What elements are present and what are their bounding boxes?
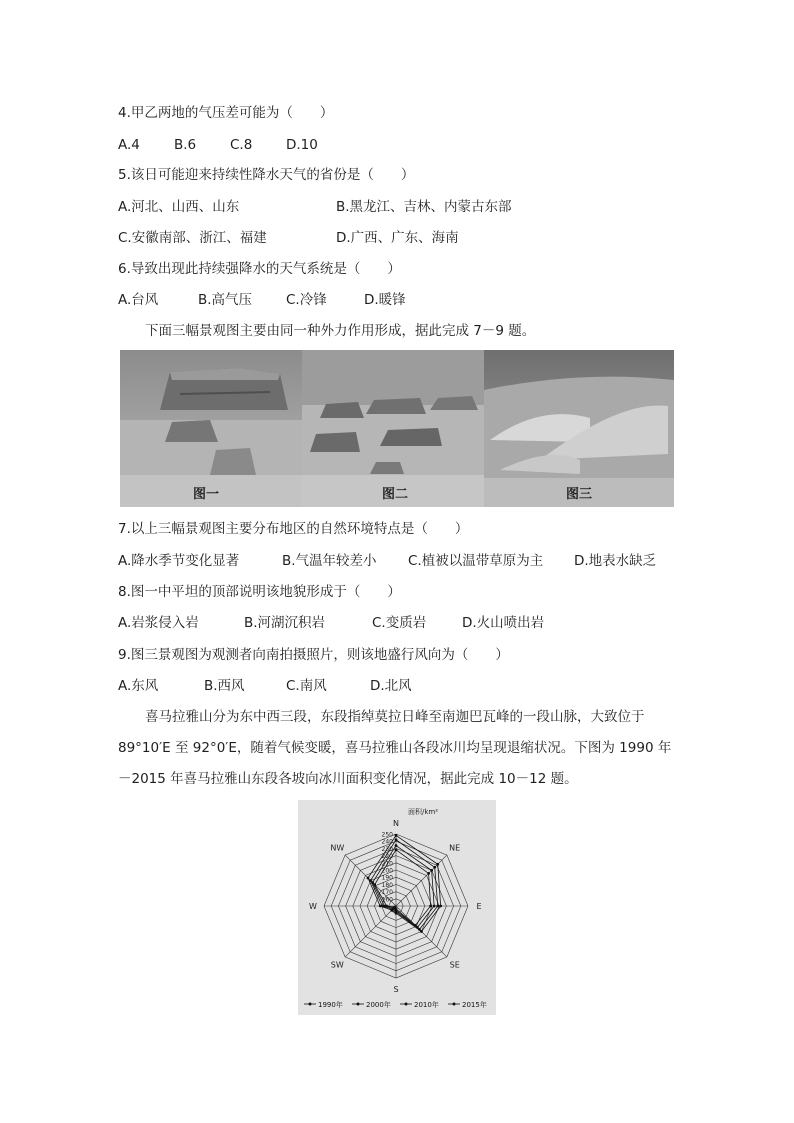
q8-stem: 8.图一中平坦的顶部说明该地貌形成于（ ）	[118, 584, 401, 600]
radar-point-2010年-E	[433, 905, 436, 908]
q9-option-a: A.东风	[118, 678, 159, 694]
q6-option-c: C.冷锋	[286, 292, 327, 308]
legend-marker-2010年	[405, 1003, 408, 1006]
radar-direction-label-S: S	[393, 985, 399, 994]
legend-label-2000年: 2000年	[366, 1001, 391, 1009]
legend-label-2015年: 2015年	[462, 1001, 487, 1009]
q4-option-c: C.8	[230, 137, 253, 153]
intro-10-12: 喜马拉雅山分为东中西三段，东段指绰莫拉日峰至南迦巴瓦峰的一段山脉，大致位于89°10′E 至 92°0′E，随着气候变暖，喜马拉雅山各段冰川均呈现退缩状况。下图为 1990 年－2015 年喜马拉雅山东段各坡向冰川面积变化情况，据此完成 10－12 题。	[118, 709, 672, 787]
q6-option-b: B.高气压	[198, 292, 253, 308]
radar-point-2000年-SE	[418, 928, 421, 931]
radar-point-2010年-SE	[416, 926, 419, 929]
radar-direction-label-SE: SE	[449, 960, 460, 970]
radar-tick-label-190: 190	[381, 874, 393, 882]
radar-point-2010年-NW	[371, 881, 374, 884]
glacier-area-radar-chart	[298, 800, 496, 1015]
radar-direction-label-W: W	[309, 902, 317, 911]
q5-option-a: A.河北、山西、山东	[118, 199, 240, 215]
q6-stem: 6.导致出现此持续强降水的天气系统是（ ）	[118, 261, 401, 277]
radar-point-1990年-NE	[436, 863, 439, 866]
radar-point-2000年-NW	[369, 879, 372, 882]
radar-point-2000年-N	[395, 838, 398, 841]
q9-option-c: C.南风	[286, 678, 327, 694]
radar-point-2015年-E	[429, 905, 432, 908]
legend-marker-1990年	[309, 1003, 312, 1006]
radar-direction-label-N: N	[393, 819, 399, 828]
figure-caption-1: 图一	[193, 487, 220, 502]
radar-point-2010年-N	[395, 844, 398, 847]
q4-option-a: A.4	[118, 137, 140, 153]
radar-direction-label-NW: NW	[330, 843, 345, 853]
radar-point-1990年-NW	[367, 877, 370, 880]
radar-point-1990年-N	[395, 834, 398, 837]
q8-option-b: B.河湖沉积岩	[244, 615, 326, 631]
legend-marker-2015年	[453, 1003, 456, 1006]
q8-option-d: D.火山喷出岩	[462, 615, 545, 631]
radar-point-2000年-E	[436, 905, 439, 908]
q8-option-a: A.岩浆侵入岩	[118, 615, 199, 631]
radar-tick-label-240: 240	[381, 838, 393, 846]
intro-7-9: 下面三幅景观图主要由同一种外力作用形成，据此完成 7－9 题。	[145, 323, 536, 339]
legend-label-2010年: 2010年	[414, 1001, 439, 1009]
landscape-photos	[120, 350, 674, 507]
radar-point-2000年-NE	[433, 866, 436, 869]
q7-option-d: D.地表水缺乏	[574, 553, 657, 569]
radar-direction-label-NE: NE	[449, 843, 461, 853]
q5-option-b: B.黑龙江、吉林、内蒙古东部	[336, 199, 512, 215]
q5-option-c: C.安徽南部、浙江、福建	[118, 230, 267, 246]
q9-option-d: D.北风	[370, 678, 412, 694]
q7-option-b: B.气温年较差小	[282, 553, 377, 569]
figure-caption-2: 图二	[382, 487, 409, 502]
q8-option-c: C.变质岩	[372, 615, 427, 631]
radar-point-2015年-SW	[394, 906, 397, 909]
q7-stem: 7.以上三幅景观图主要分布地区的自然环境特点是（ ）	[118, 521, 469, 537]
radar-point-1990年-SE	[420, 930, 423, 933]
radar-direction-label-E: E	[476, 902, 482, 911]
q7-option-a: A.降水季节变化显著	[118, 553, 240, 569]
radar-tick-label-250: 250	[381, 831, 393, 839]
q4-stem: 4.甲乙两地的气压差可能为（ ）	[118, 105, 334, 121]
legend-marker-2000年	[357, 1003, 360, 1006]
q9-stem: 9.图三景观图为观测者向南拍摄照片，则该地盛行风向为（ ）	[118, 647, 509, 663]
radar-tick-label-230: 230	[381, 845, 393, 853]
radar-point-2015年-W	[385, 905, 388, 908]
q5-option-d: D.广西、广东、海南	[336, 230, 459, 246]
radar-point-2015年-SE	[414, 924, 417, 927]
q7-option-c: C.植被以温带草原为主	[408, 553, 544, 569]
radar-point-2010年-NE	[430, 869, 433, 872]
radar-tick-label-200: 200	[381, 867, 393, 875]
q6-option-a: A.台风	[118, 292, 159, 308]
radar-point-1990年-E	[439, 905, 442, 908]
radar-tick-label-210: 210	[381, 860, 393, 868]
radar-point-2015年-NE	[427, 872, 430, 875]
q4-option-b: B.6	[174, 137, 197, 153]
radar-tick-label-220: 220	[381, 853, 393, 861]
q9-option-b: B.西风	[204, 678, 245, 694]
q5-stem: 5.该日可能迎来持续性降水天气的省份是（ ）	[118, 167, 415, 183]
radar-direction-label-SW: SW	[330, 960, 344, 970]
radar-svg	[298, 800, 496, 1015]
radar-tick-label-170: 170	[381, 889, 393, 897]
radar-tick-label-160: 160	[381, 896, 393, 904]
radar-point-2015年-NW	[373, 883, 376, 886]
radar-point-2015年-N	[395, 848, 398, 851]
figure-caption-3: 图三	[566, 487, 593, 502]
radar-title: 面积/km²	[408, 808, 439, 816]
q6-option-d: D.暖锋	[364, 292, 406, 308]
radar-tick-label-180: 180	[381, 881, 393, 889]
legend-label-1990年: 1990年	[318, 1001, 343, 1009]
q4-option-d: D.10	[286, 137, 318, 153]
